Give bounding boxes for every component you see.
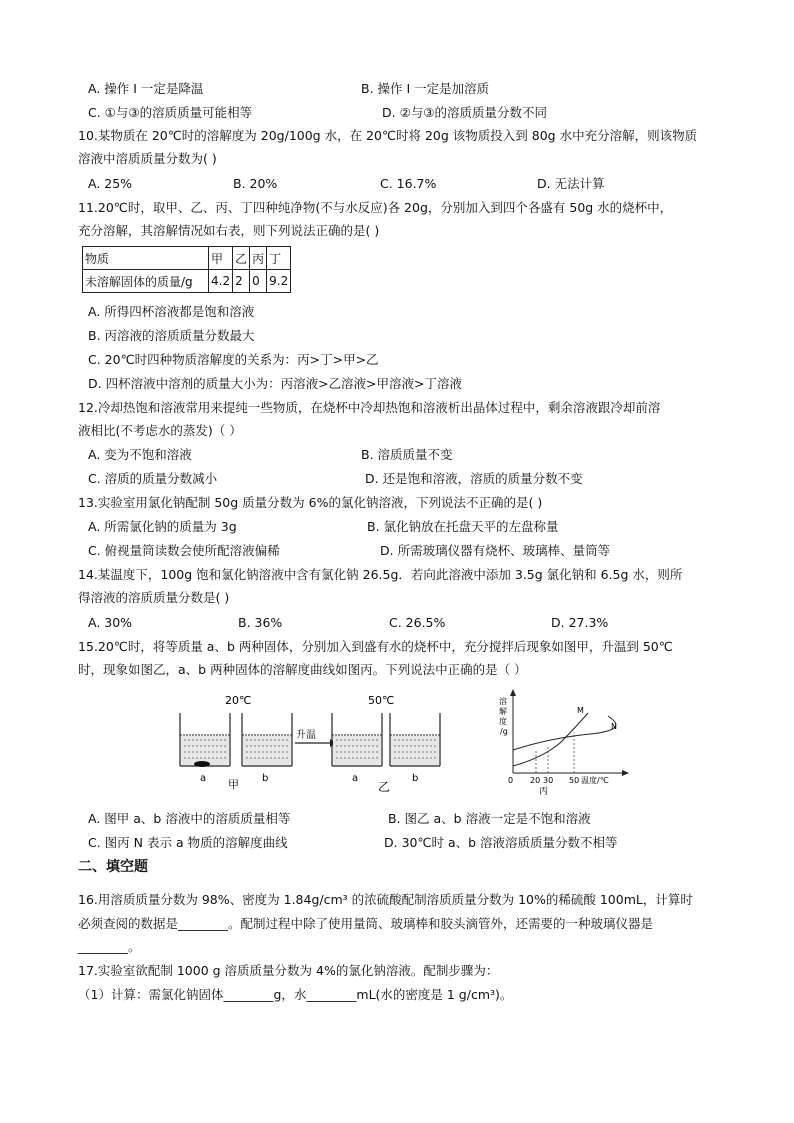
q9-option-b: B. 操作 I 一定是加溶质 (361, 81, 490, 96)
solubility-table (82, 246, 291, 293)
temp-50-label: 50℃ (368, 694, 395, 707)
q10-stem-line1: 10.某物质在 20℃时的溶解度为 20g/100g 水，在 20℃时将 20g 该物质投入到 80g 水中充分溶解，则该物质 (78, 128, 698, 143)
q14-option-d: D. 27.3% (551, 615, 609, 630)
q13-option-b: B. 氯化钠放在托盘天平的左盘称量 (367, 519, 559, 534)
q11-option-a: A. 所得四杯溶液都是饱和溶液 (88, 304, 255, 319)
table-header-cell: 乙 (233, 247, 250, 270)
q13-option-c: C. 俯视量筒读数会使所配溶液偏稀 (88, 543, 280, 558)
figure-label-bing: 丙 (539, 787, 549, 797)
x-axis-label: 温度/℃ (581, 776, 609, 785)
q12-option-d: D. 还是饱和溶液，溶质的质量分数不变 (365, 471, 583, 486)
q16-stem-line3: ________。 (78, 939, 141, 954)
q15-stem-line1: 15.20℃时，将等质量 a、b 两种固体，分别加入到盛有水的烧杯中，充分搅拌后现象如图甲，升温到 50℃ (78, 639, 673, 654)
table-row (83, 270, 291, 293)
q16-stem-line1: 16.用溶质质量分数为 98%、密度为 1.84g/cm³ 的浓硫酸配制溶质质量分数为 10%的稀硫酸 100mL，计算时 (78, 892, 693, 907)
q10-option-b: B. 20% (233, 176, 278, 191)
figure-label-jia: 甲 (228, 778, 239, 791)
q11-option-b: B. 丙溶液的溶质质量分数最大 (88, 328, 255, 343)
q14-option-b: B. 36% (238, 615, 283, 630)
curve-m-label: M (577, 706, 584, 715)
beaker-a-20c (180, 713, 230, 767)
q15-option-c: C. 图丙 N 表示 a 物质的溶解度曲线 (88, 835, 288, 850)
beaker-b-label-yi: b (412, 773, 419, 784)
q11-option-d: D. 四杯溶液中溶剂的质量大小为：丙溶液>乙溶液>甲溶液>丁溶液 (88, 376, 462, 391)
table-header-cell: 丁 (267, 247, 291, 270)
q12-option-c: C. 溶质的质量分数减小 (88, 471, 218, 486)
curve-n-label: N (611, 722, 617, 731)
curve-n-line (513, 716, 616, 750)
x-tick-label: 0 (508, 776, 514, 785)
beaker-b-50c (390, 713, 440, 766)
q14-stem-line1: 14.某温度下，100g 饱和氯化钠溶液中含有氯化钠 26.5g．若向此溶液中添加 3.5g 氯化钠和 6.5g 水，则所 (78, 567, 683, 582)
q15-option-a: A. 图甲 a、b 溶液中的溶质质量相等 (88, 811, 291, 826)
x-tick-label: 20 (530, 776, 541, 785)
y-axis-label-char: 溶 (499, 697, 507, 706)
x-tick-label: 50 (569, 776, 580, 785)
y-axis-label-char: 度 (499, 717, 507, 726)
beaker-and-solubility-figure (170, 688, 640, 798)
table-cell: 9.2 (267, 270, 291, 293)
table-cell: 4.2 (209, 270, 233, 293)
table-header-cell: 物质 (83, 247, 209, 270)
table-row (83, 247, 291, 270)
q10-stem-line2: 溶液中溶质质量分数为( ) (78, 151, 217, 166)
heat-up-label: 升温 (296, 730, 316, 741)
q14-option-c: C. 26.5% (389, 615, 446, 630)
table-cell: 未溶解固体的质量/g (83, 270, 209, 293)
q15-option-d: D. 30℃时 a、b 溶液溶质质量分数不相等 (384, 835, 618, 850)
q10-option-c: C. 16.7% (380, 176, 437, 191)
table-header-cell: 甲 (209, 247, 233, 270)
q11-option-c: C. 20℃时四种物质溶解度的关系为：丙>丁>甲>乙 (88, 352, 379, 367)
q9-option-a: A. 操作 I 一定是降温 (88, 81, 204, 96)
q12-stem-line2: 液相比(不考虑水的蒸发)（ ） (78, 423, 242, 438)
temp-20-label: 20℃ (225, 694, 252, 707)
q15-stem-line2: 时，现象如图乙，a、b 两种固体的溶解度曲线如图丙。下列说法中正确的是（ ） (78, 662, 527, 677)
q10-option-d: D. 无法计算 (537, 176, 605, 191)
x-tick-label: 30 (543, 776, 554, 785)
q12-option-a: A. 变为不饱和溶液 (88, 447, 192, 462)
beaker-b-label-jia: b (262, 773, 269, 784)
q10-option-a: A. 25% (88, 176, 133, 191)
beaker-a-label-jia: a (200, 773, 207, 784)
q16-stem-line2: 必须查阅的数据是________。配制过程中除了使用量筒、玻璃棒和胶头滴管外，还需要的一种玻璃仪器是 (78, 916, 654, 931)
q9-option-d: D. ②与③的溶质质量分数不同 (382, 105, 547, 120)
section-heading: 二、填空题 (78, 859, 148, 875)
q13-option-a: A. 所需氯化钠的质量为 3g (88, 519, 237, 534)
beaker-a-label-yi: a (352, 773, 359, 784)
q14-stem-line2: 得溶液的溶质质量分数是( ) (78, 590, 230, 605)
beaker-b-20c (242, 713, 292, 766)
beaker-a-50c (332, 713, 382, 766)
q9-option-c: C. ①与③的溶质质量可能相等 (88, 105, 253, 120)
q12-option-b: B. 溶质质量不变 (361, 447, 453, 462)
q17-stem-line1: 17.实验室欲配制 1000 g 溶质质量分数为 4%的氯化钠溶液。配制步骤为： (78, 963, 499, 978)
figure-label-yi: 乙 (378, 780, 391, 794)
q14-option-a: A. 30% (88, 615, 133, 630)
q17-stem-line2: （1）计算：需氯化钠固体________g，水________mL(水的密度是 1 g/cm³)。 (78, 987, 513, 1002)
q11-stem-line2: 充分溶解，其溶解情况如右表，则下列说法正确的是( ) (78, 223, 380, 238)
y-axis-label-char: 解 (499, 707, 507, 716)
solubility-curve-chart (499, 689, 629, 797)
curve-m-line (513, 713, 588, 766)
q15-option-b: B. 图乙 a、b 溶液一定是不饱和溶液 (388, 811, 591, 826)
table-cell: 0 (250, 270, 267, 293)
y-axis-label-char: /g (500, 727, 508, 736)
q13-stem: 13.实验室用氯化钠配制 50g 质量分数为 6%的氯化钠溶液，下列说法不正确的是( ) (78, 495, 543, 510)
q13-option-d: D. 所需玻璃仪器有烧杯、玻璃棒、量筒等 (380, 543, 611, 558)
undissolved-solid-icon (194, 761, 210, 767)
table-cell: 2 (233, 270, 250, 293)
q11-stem-line1: 11.20℃时，取甲、乙、丙、丁四种纯净物(不与水反应)各 20g，分别加入到四个各盛有 50g 水的烧杯中， (78, 200, 673, 215)
q12-stem-line1: 12.冷却热饱和溶液常用来提纯一些物质，在烧杯中冷却热饱和溶液析出晶体过程中，剩余溶液跟冷却前溶 (78, 400, 661, 415)
table-header-cell: 丙 (250, 247, 267, 270)
